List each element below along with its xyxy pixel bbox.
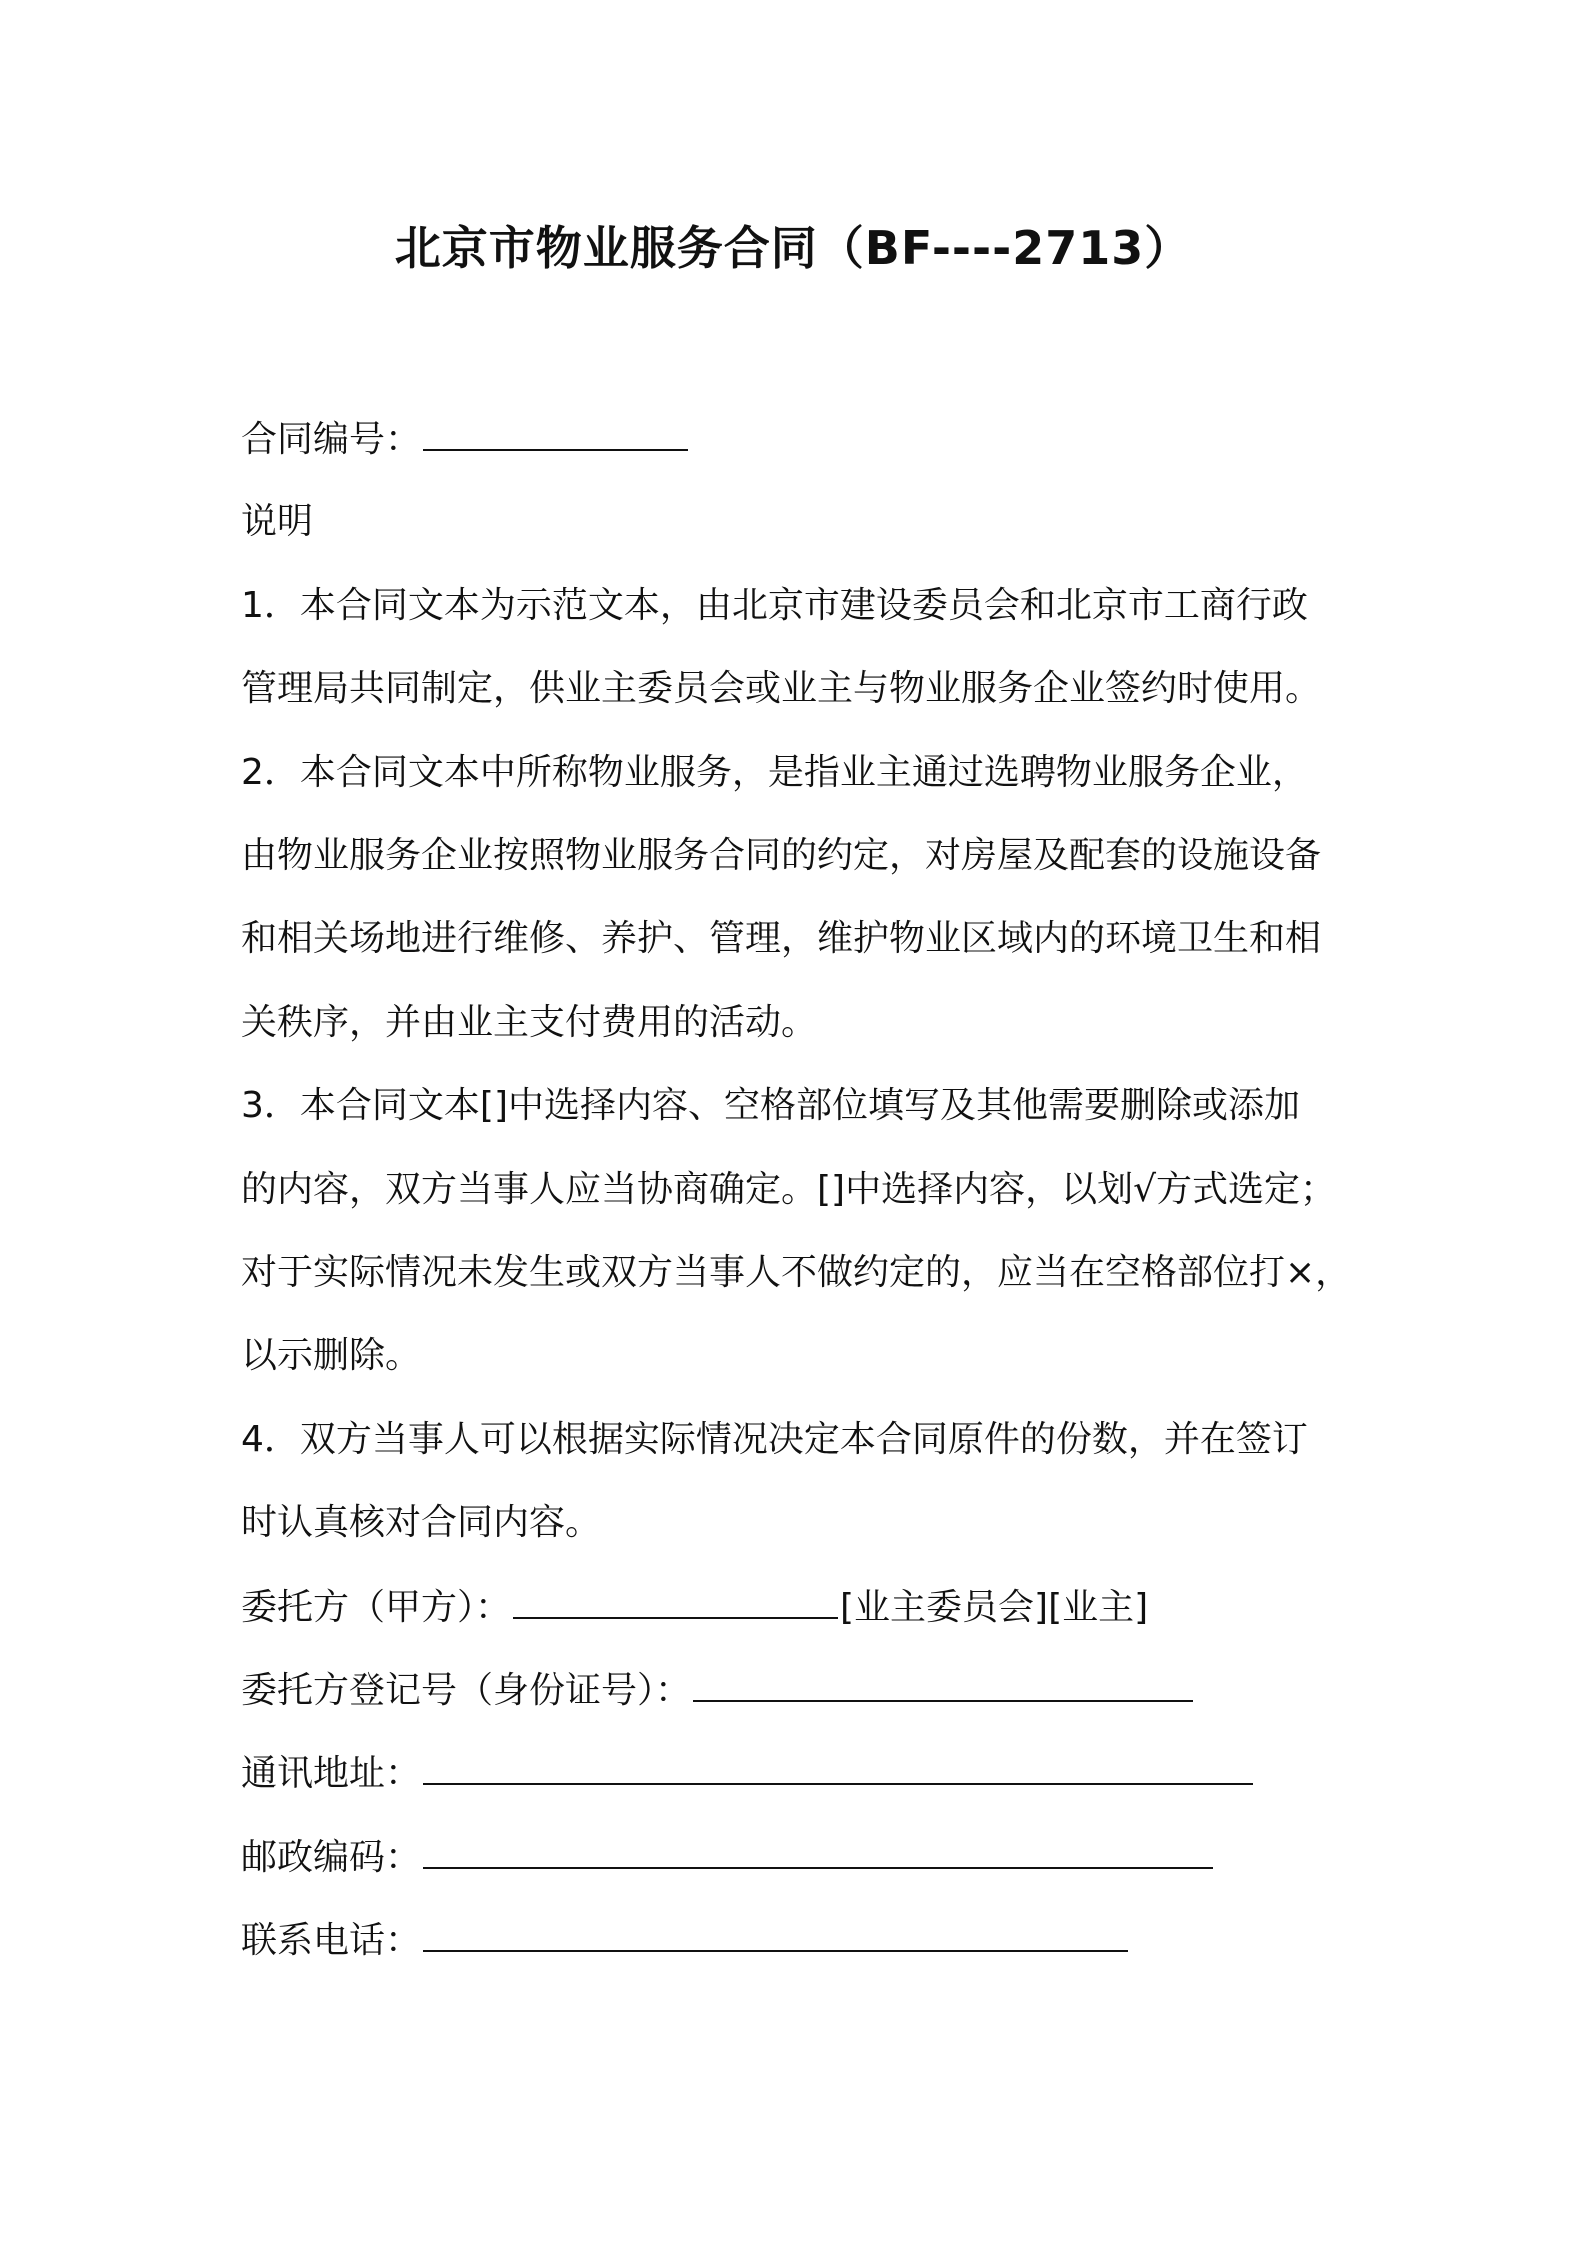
contract-number-label: 合同编号： — [241, 419, 422, 460]
contract-number-row — [241, 415, 690, 464]
registration-blank — [693, 1666, 1193, 1702]
postcode-label: 邮政编码： — [241, 1837, 422, 1878]
note-line-1: 1．本合同文本为示范文本，由北京市建设委员会和北京市工商行政 — [241, 585, 1308, 626]
note-line-7: 3．本合同文本[]中选择内容、空格部位填写及其他需要删除或添加 — [241, 1085, 1300, 1126]
postcode-blank — [423, 1833, 1213, 1869]
postcode-row — [241, 1833, 1215, 1882]
note-line-5: 和相关场地进行维修、养护、管理，维护物业区域内的环境卫生和相 — [241, 918, 1322, 959]
principal-row — [241, 1583, 1148, 1632]
note-line-2: 管理局共同制定，供业主委员会或业主与物业服务企业签约时使用。 — [241, 668, 1322, 709]
contract-number-blank — [423, 415, 688, 451]
principal-label: 委托方（甲方）： — [241, 1587, 512, 1628]
note-line-10: 以示删除。 — [241, 1335, 422, 1376]
note-line-4: 由物业服务企业按照物业服务合同的约定，对房屋及配套的设施设备 — [241, 835, 1322, 876]
principal-blank — [513, 1583, 838, 1619]
note-line-8: 的内容，双方当事人应当协商确定。[]中选择内容，以划√方式选定； — [241, 1169, 1337, 1210]
phone-label: 联系电话： — [241, 1920, 422, 1961]
note-line-12: 时认真核对合同内容。 — [241, 1502, 602, 1543]
note-line-6: 关秩序，并由业主支付费用的活动。 — [241, 1002, 818, 1043]
notes-heading: 说明 — [241, 501, 314, 542]
address-label: 通讯地址： — [241, 1753, 422, 1794]
address-blank — [423, 1749, 1253, 1785]
note-line-9: 对于实际情况未发生或双方当事人不做约定的，应当在空格部位打×， — [241, 1252, 1352, 1293]
address-row — [241, 1749, 1255, 1798]
phone-blank — [423, 1916, 1128, 1952]
principal-suffix: [业主委员会][业主] — [840, 1587, 1149, 1628]
registration-label: 委托方登记号（身份证号）： — [241, 1670, 692, 1711]
note-line-3: 2．本合同文本中所称物业服务，是指业主通过选聘物业服务企业， — [241, 752, 1308, 793]
phone-row — [241, 1916, 1130, 1965]
registration-row — [241, 1666, 1195, 1715]
note-line-11: 4．双方当事人可以根据实际情况决定本合同原件的份数，并在签订 — [241, 1419, 1308, 1460]
document-title: 北京市物业服务合同（BF----2713） — [394, 221, 1192, 275]
